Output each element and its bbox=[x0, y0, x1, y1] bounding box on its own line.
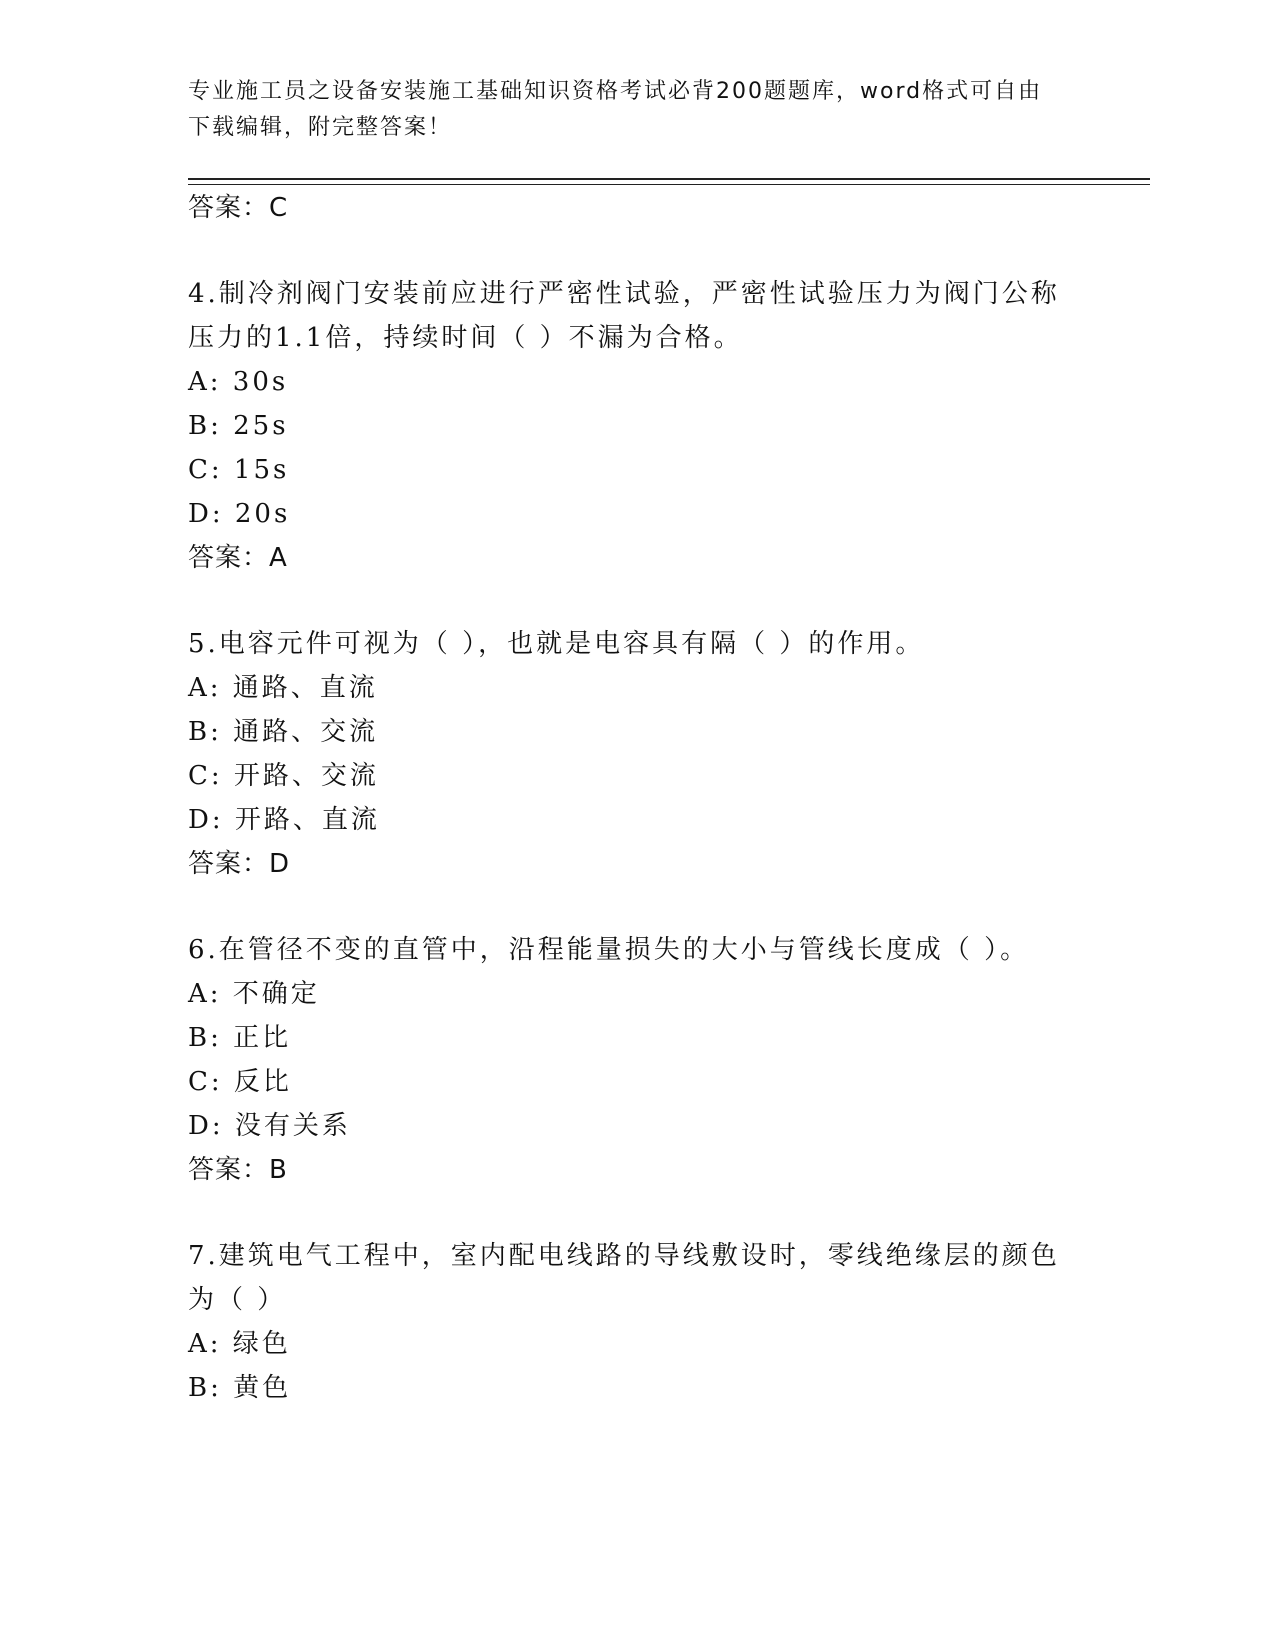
question-6-option-b: B: 正比 bbox=[188, 1023, 292, 1053]
question-5-answer: 答案：D bbox=[188, 849, 291, 879]
question-7-option-b: B: 黄色 bbox=[188, 1373, 292, 1403]
question-4-answer: 答案：A bbox=[188, 543, 288, 573]
question-4-stem-line-2: 压力的1.1倍，持续时间（ ）不漏为合格。 bbox=[188, 323, 743, 353]
question-5-option-b: B: 通路、交流 bbox=[188, 717, 379, 747]
header-line-1: 专业施工员之设备安装施工基础知识资格考试必背200题题库，word格式可自由 bbox=[188, 79, 1043, 104]
document-header bbox=[188, 74, 1088, 146]
question-7-option-a: A: 绿色 bbox=[188, 1329, 291, 1359]
header-line-2: 下载编辑，附完整答案！ bbox=[188, 115, 453, 140]
question-4-option-b: B: 25s bbox=[188, 411, 289, 441]
question-6-answer: 答案：B bbox=[188, 1155, 288, 1185]
question-5-option-d: D: 开路、直流 bbox=[188, 805, 380, 835]
question-5-option-c: C: 开路、交流 bbox=[188, 761, 379, 791]
question-4-option-d: D: 20s bbox=[188, 499, 291, 529]
answer-prev: 答案：C bbox=[188, 193, 289, 223]
question-6-option-c: C: 反比 bbox=[188, 1067, 292, 1097]
question-7-stem-line-1: 7.建筑电气工程中，室内配电线路的导线敷设时，零线绝缘层的颜色 bbox=[188, 1241, 1060, 1271]
question-4-option-a: A: 30s bbox=[188, 367, 289, 397]
question-5-option-a: A: 通路、直流 bbox=[188, 673, 378, 703]
header-divider bbox=[188, 178, 1150, 180]
question-4-option-c: C: 15s bbox=[188, 455, 290, 485]
question-6-option-d: D: 没有关系 bbox=[188, 1111, 351, 1141]
question-5-stem-line-1: 5.电容元件可视为（ ），也就是电容具有隔（ ）的作用。 bbox=[188, 629, 925, 659]
header-divider-thin bbox=[188, 184, 1150, 185]
question-4-stem-line-1: 4.制冷剂阀门安装前应进行严密性试验，严密性试验压力为阀门公称 bbox=[188, 279, 1060, 309]
question-6-stem-line-1: 6.在管径不变的直管中，沿程能量损失的大小与管线长度成（ ）。 bbox=[188, 935, 1030, 965]
question-6-option-a: A: 不确定 bbox=[188, 979, 320, 1009]
question-7-stem-line-2: 为（ ） bbox=[188, 1285, 287, 1315]
